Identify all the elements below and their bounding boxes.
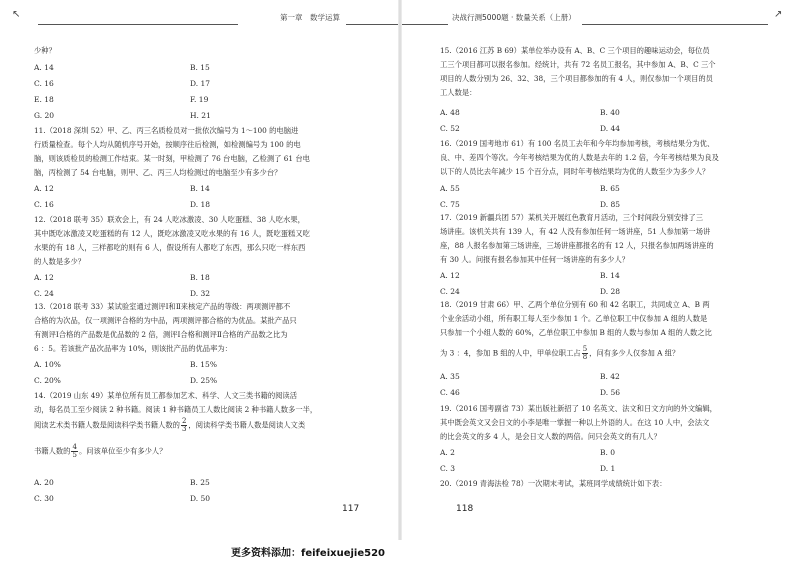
q11-line: 11.（2018 深圳 52）甲、乙、丙三名质检员对一批依次编号为 1～100 的电脑进	[34, 126, 299, 135]
q17-option: D. 28	[600, 287, 621, 296]
q19-option: A. 2	[440, 448, 455, 457]
q18-option: D. 56	[600, 388, 621, 397]
q17-option: C. 24	[440, 287, 460, 296]
q13-line: 有测评Ⅰ合格的产品数是优品数的 2 倍，测评Ⅰ合格和测评Ⅱ合格的产品数之比为	[34, 330, 288, 339]
q12-option: C. 24	[34, 289, 54, 298]
q14-line4-a: 书籍人数的	[34, 446, 71, 456]
q14-line: 14.（2019 山东 49）某单位所有员工都参加艺术、科学、人文三类书籍的阅读活	[34, 391, 298, 400]
book-title: 决战行测5000题 · 数量关系（上册）	[452, 13, 576, 22]
q15-option: B. 40	[600, 108, 620, 117]
fraction: $\frac{4}{5}$	[72, 443, 77, 459]
q18-line4	[440, 346, 679, 361]
q10-option: D. 17	[190, 79, 211, 88]
q14-option: A. 20	[34, 478, 54, 487]
q18-option: C. 46	[440, 388, 460, 397]
q17-line: 17.（2019 新疆兵团 57）某机关开展红色教育月活动，三个时间段分别安排了三	[440, 213, 704, 222]
q12-line: 其中既吃冰激凌又吃蛋糕的有 12 人，既吃冰激凌又吃水果的有 16 人，既吃蛋糕又吃	[34, 229, 310, 238]
q20-line: 20.（2019 青海法检 78）一次期末考试，某班同学成绩统计如下表：	[440, 479, 667, 488]
q18-option: A. 35	[440, 372, 460, 381]
q16-line: 16.（2019 国考地市 61）有 100 名员工去年和今年均参加考核，考核结果分为优、	[440, 139, 715, 148]
q15-line: 工三个项目都可以报名参加。经统计，共有 72 名员工报名，其中参加 A、B、C 三个	[440, 60, 716, 69]
q18-line: 个业余活动小组，所有职工每人至少参加 1 个。乙单位职工中仅参加 A 组的人数是	[440, 314, 708, 323]
q15-line: 15.（2016 江苏 B 69）某单位举办设有 A、B、C 三个项目的趣味运动会，每位员	[440, 46, 710, 55]
left-page	[0, 0, 400, 540]
q13-option: A. 10%	[34, 360, 61, 369]
q19-line: 19.（2016 国考副省 73）某出版社新招了 10 名英文、法文和日文方向的外文编辑，	[440, 404, 717, 413]
header-rule-left	[38, 24, 238, 25]
q16-line: 良、中、差四个等次。今年考核结果为优的人数是去年的 1.2 倍，今年考核结果为良及	[440, 153, 719, 162]
q14-option: D. 50	[190, 494, 211, 503]
q14-line4-b: 。问该单位至少有多少人？	[78, 446, 167, 456]
q16-option: B. 65	[600, 184, 620, 193]
q18-line4-b: ，问有多少人仅参加 A 组？	[589, 348, 680, 358]
fraction: $\frac{5}{8}$	[582, 345, 588, 361]
q14-line4	[34, 444, 167, 459]
corner-mark-right: ↗	[774, 9, 783, 20]
q15-line: 项目的人数分别为 26、32、38，三个项目都参加的有 4 人，则仅参加一个项目的员	[440, 74, 713, 83]
page-number-left: 117	[342, 504, 360, 514]
q16-option: C. 75	[440, 200, 460, 209]
q13-line: 13.（2018 联考 33）某试验室通过测评Ⅰ和Ⅱ来核定产品的等级：两项测评都不	[34, 302, 291, 311]
page-number-right: 118	[456, 504, 474, 514]
q15-line: 工人数是：	[440, 88, 477, 97]
q10-option: F. 19	[190, 95, 209, 104]
footer-contact: 更多资料添加：feifeixuejie520	[231, 548, 385, 559]
q10-option: C. 16	[34, 79, 54, 88]
q10-option: E. 18	[34, 95, 54, 104]
q17-line: 场讲座。该机关共有 139 人，有 42 人没有参加任何一场讲座，51 人参加第一场讲	[440, 227, 711, 236]
q11-option: C. 16	[34, 200, 54, 209]
q12-option: A. 12	[34, 273, 54, 282]
q11-option: A. 12	[34, 184, 54, 193]
chapter-title: 第一章 数学运算	[280, 13, 340, 22]
fraction: $\frac{2}{3}$	[181, 417, 187, 433]
q12-line: 水果的有 18 人，三样都吃的则有 6 人，假设所有人都吃了东西，那么只吃一样东西	[34, 243, 306, 252]
q19-option: D. 1	[600, 464, 616, 473]
q13-option: B. 15%	[190, 360, 217, 369]
q12-line: 的人数是多少？	[34, 257, 86, 266]
q11-option: B. 14	[190, 184, 210, 193]
q19-option: C. 3	[440, 464, 456, 473]
q14-line3	[34, 418, 305, 433]
q10-option: B. 15	[190, 63, 210, 72]
q19-option: B. 0	[600, 448, 616, 457]
q10-option: G. 20	[34, 111, 55, 120]
q11-line: 行质量检查。每个人均从随机序号开始，按顺序往后检测，如检测编号为 100 的电	[34, 140, 301, 149]
q17-option: A. 12	[440, 271, 460, 280]
q11-line: 脑，则该质检员的检测工作结束。某一时刻，甲检测了 76 台电脑，乙检测了 61 台电	[34, 154, 310, 163]
q12-option: D. 32	[190, 289, 211, 298]
q10-option: H. 21	[190, 111, 211, 120]
q11-line: 脑，丙检测了 54 台电脑，则甲、乙、丙三人均检测过的电脑至少有多少台？	[34, 168, 282, 177]
q13-option: C. 20%	[34, 376, 61, 385]
header-rule-right-start	[402, 24, 448, 25]
q14-option: C. 30	[34, 494, 54, 503]
q14-option: B. 25	[190, 478, 210, 487]
q16-line: 以下的人员比去年减少 15 个百分点，同时年考核结果均为优的人数至少为多少人？	[440, 167, 710, 176]
q19-line: 其中既会英文又会日文的小李是唯一掌握一种以上外语的人。在这 10 人中，会法文	[440, 418, 710, 427]
q15-option: D. 44	[600, 124, 621, 133]
header-rule-right	[582, 24, 768, 25]
q10-option: A. 14	[34, 63, 54, 72]
q13-line: 6 ：5。若该批产品次品率为 10%，则该批产品的优品率为：	[34, 344, 232, 353]
q18-option: B. 42	[600, 372, 620, 381]
q13-option: D. 25%	[190, 376, 218, 385]
q15-option: C. 52	[440, 124, 460, 133]
q15-option: A. 48	[440, 108, 460, 117]
q18-line: 18.（2019 甘肃 66）甲、乙两个单位分别有 60 和 42 名职工，共同成立 A、B 两	[440, 300, 710, 309]
q11-option: D. 18	[190, 200, 211, 209]
q17-line: 座，88 人报名参加第三场讲座，三场讲座都报名的有 12 人，只报名参加两场讲座的	[440, 241, 714, 250]
q18-line: 只参加一个小组人数的 60%，乙单位职工中参加 B 组的人数与参加 A 组的人数之比	[440, 328, 712, 337]
q14-line3-a: 阅读艺术类书籍人数是阅读科学类书籍人数的	[34, 420, 180, 430]
q14-line: 动，每名员工至少阅读 2 种书籍。阅读 1 种书籍员工人数比阅读 2 种书籍人数多一半，	[34, 405, 318, 414]
q19-line: 的比会英文的多 4 人，是会日文人数的两倍。问只会英文的有几人？	[440, 432, 661, 441]
q12-line: 12.（2018 联考 35）联欢会上，有 24 人吃冰激凌、30 人吃蛋糕、38 人吃水果，	[34, 215, 305, 224]
q17-line: 有 30 人。问报有报名参加其中任何一场讲座的有多少人？	[440, 255, 630, 264]
q16-option: A. 55	[440, 184, 460, 193]
right-page	[400, 0, 800, 540]
q13-line: 合格的为次品，仅一项测评合格的为中品，两项测评都合格的为优品。某批产品只	[34, 316, 297, 325]
header-rule-left-end	[346, 24, 398, 25]
q18-line4-a: 为 3 ：4，参加 B 组的人中，甲单位职工占	[440, 348, 581, 358]
q10-tail: 少种？	[34, 46, 56, 55]
q14-line3-b: ，阅读科学类书籍人数是阅读人文类	[188, 420, 306, 430]
q17-option: B. 14	[600, 271, 620, 280]
corner-mark-left: ↖	[12, 9, 21, 20]
q16-option: D. 85	[600, 200, 621, 209]
q12-option: B. 18	[190, 273, 210, 282]
